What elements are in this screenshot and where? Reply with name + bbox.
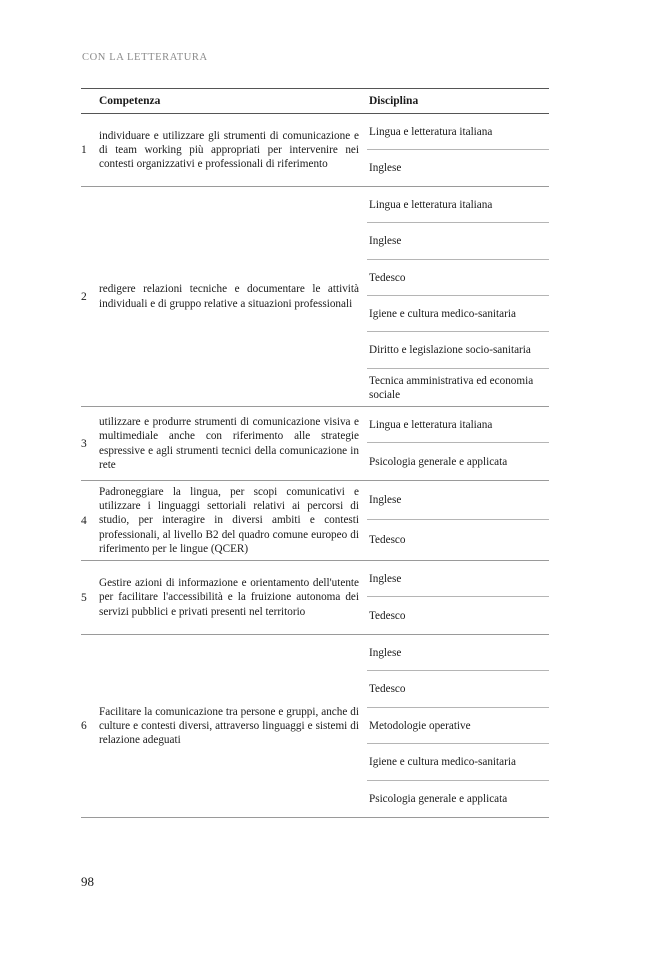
disciplina-cell: Lingua e letteratura italiana [367,407,549,443]
disciplina-list [367,114,549,186]
disciplina-list [367,187,549,406]
disciplina-cell: Metodologie operative [367,708,549,744]
competenza-cell: Facilitare la comunicazione tra persone e gruppi, anche di culture e contesti diversi, attraverso linguaggi e sistemi di relazione adeguati [99,705,359,747]
competenza-cell: redigere relazioni tecniche e documentare le attività individuali e di gruppo relative a situazioni professionali [99,283,359,310]
disciplina-cell: Psicologia generale e applicata [369,455,508,468]
disciplina-cell: Inglese [367,561,549,597]
row-number: 1 [81,144,87,156]
table-row [81,561,549,635]
disciplina-cell: Psicologia generale e applicata [369,793,508,805]
row-number: 5 [81,591,87,604]
page-number: 98 [81,874,94,889]
competence-table [81,88,549,818]
running-head: CON LA LETTERATURA [82,52,208,63]
competenza-cell: utilizzare e produrre strumenti di comunicazione visiva e multimediale anche con riferimento alle strategie espressive e agli strumenti tecnici della comunicazione in rete [99,416,359,471]
disciplina-cell: Tedesco [369,534,406,546]
header-competenza: Competenza [99,95,161,107]
header-disciplina: Disciplina [369,95,419,107]
disciplina-list [367,481,549,560]
disciplina-cell: Igiene e cultura medico-sanitaria [367,744,549,781]
disciplina-cell: Inglese [367,223,549,260]
disciplina-list [367,407,549,480]
row-number: 6 [81,720,87,732]
disciplina-list [367,635,549,817]
disciplina-cell: Lingua e letteratura italiana [367,114,549,150]
disciplina-cell: Inglese [367,481,549,520]
competenza-cell: individuare e utilizzare gli strumenti di comunicazione e di team working più appropriati per intervenire nei contesti organizzativi e professionali di riferimento [99,129,359,171]
table-row [81,187,549,407]
disciplina-cell: Tecnica amministrativa ed economia sociale [369,374,534,401]
disciplina-cell: Inglese [369,162,402,174]
table-header [81,89,549,114]
competenza-cell: Padroneggiare la lingua, per scopi comunicativi e utilizzare i linguaggi settoriali relativi ai percorsi di studio, per interagire in diversi ambiti e contesti professionali, al livello B2 del quadro comune europeo di riferimento per le lingue (QCER) [99,485,359,555]
disciplina-cell: Tedesco [369,609,406,622]
disciplina-cell: Diritto e legislazione socio-sanitaria [367,332,549,369]
table-row [81,635,549,818]
table-row [81,407,549,481]
disciplina-cell: Lingua e letteratura italiana [367,187,549,223]
row-number: 2 [81,290,87,303]
disciplina-list [367,561,549,634]
row-number: 3 [81,437,87,450]
table-body [81,114,549,818]
row-number: 4 [81,514,87,527]
table-row [81,114,549,187]
table-row [81,481,549,561]
disciplina-cell: Igiene e cultura medico-sanitaria [367,296,549,332]
disciplina-cell: Tedesco [367,260,549,296]
disciplina-cell: Tedesco [367,671,549,708]
disciplina-cell: Inglese [367,635,549,671]
competenza-cell: Gestire azioni di informazione e orientamento dell'utente per facilitare l'accessibilità e la fruizione autonoma dei servizi pubblici e privati presenti nel territorio [99,577,359,618]
